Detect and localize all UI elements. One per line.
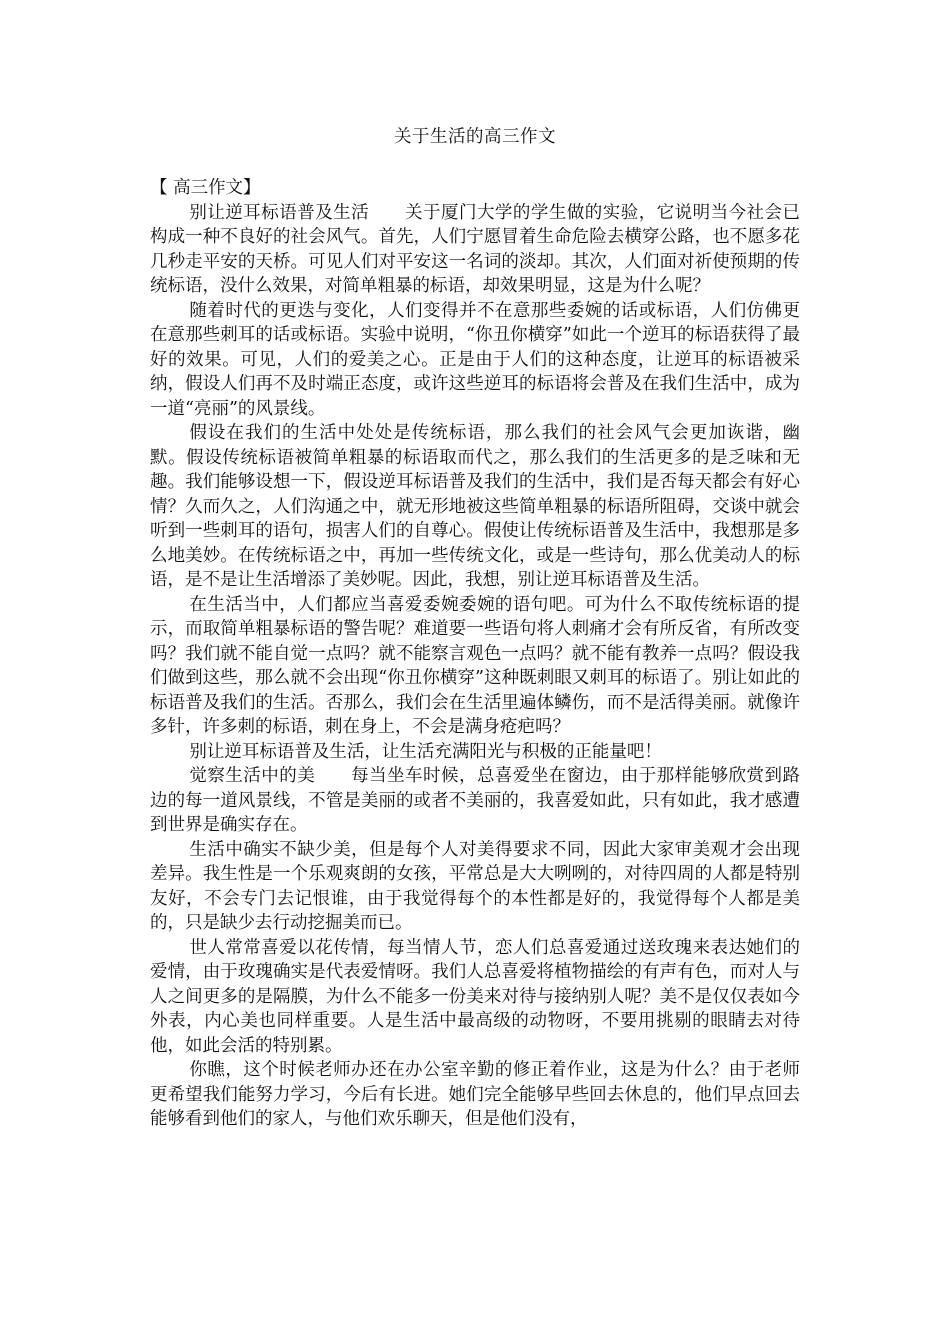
paragraph: 随着时代的更迭与变化，人们变得并不在意那些委婉的话或标语，人们仿佛更在意那些刺耳的话或标语。实验中说明，“你丑你横穿”如此一个逆耳的标语获得了最好的效果。可见，人们的爱美之心。正是由于人们的这种态度，让逆耳的标语被采纳，假设人们再不及时端正态度，或许这些逆耳的标语将会普及在我们生活中，成为一道“亮丽”的风景线。 <box>150 300 800 419</box>
paragraph: 生活中确实不缺少美，但是每个人对美得要求不同，因此大家审美观才会出现差异。我生性是一个乐观爽朗的女孩，平常总是大大咧咧的，对待四周的人都是特别友好，不会专门去记恨谁，由于我觉得每个的本性都是好的，我觉得每个人都是美的，只是缺少去行动挖掘美而已。 <box>150 839 800 933</box>
paragraph: 你瞧，这个时候老师办还在办公室辛勤的修正着作业，这是为什么？由于老师更希望我们能努力学习，今后有长进。她们完全能够早些回去休息的，他们早点回去能够看到他们的家人，与他们欢乐聊天，但是他们没有， <box>150 1060 800 1129</box>
document-body <box>150 176 800 1132</box>
paragraph: 别让逆耳标语普及生活，让生活充满阳光与积极的正能量吧！ <box>189 741 662 762</box>
document-title: 关于生活的高三作文 <box>394 127 556 147</box>
paragraph: 假设在我们的生活中处处是传统标语，那么我们的社会风气会更加诙谐，幽默。假设传统标语被简单粗暴的标语取而代之，那么我们的生活更多的是乏味和无趣。我们能够设想一下，假设逆耳标语普及我们的生活中，我们是否每天都会有好心情？久而久之，人们沟通之中，就无形地被这些简单粗暴的标语所阻碍，交谈中就会听到一些刺耳的语句，损害人们的自尊心。假使让传统标语普及生活中，我想那是多么地美妙。在传统标语之中，再加一些传统文化，或是一些诗句，那么优美动人的标语，是不是让生活增添了美妙呢。因此，我想，别让逆耳标语普及生活。 <box>150 423 800 590</box>
paragraph: 觉察生活中的美 每当坐车时候，总喜爱坐在窗边，由于那样能够欣赏到路边的每一道风景线，不管是美丽的或者不美丽的，我喜爱如此，只有如此，我才感遭到世界是确实存在。 <box>150 766 800 835</box>
paragraph: 世人常常喜爱以花传情，每当情人节，恋人们总喜爱通过送玫瑰来表达她们的爱情，由于玫瑰确实是代表爱情呀。我们人总喜爱将植物描绘的有声有色，而对人与人之间更多的是隔膜，为什么不能多一份美来对待与接纳别人呢？美不是仅仅表如今外表，内心美也同样重要。人是生活中最高级的动物呀，不要用挑剔的眼睛去对待他，如此会活的特别累。 <box>150 937 800 1056</box>
paragraph: 在生活当中，人们都应当喜爱委婉委婉的语句吧。可为什么不取传统标语的提示，而取简单粗暴标语的警告呢？难道要一些语句将人刺痛才会有所反省，有所改变吗？我们就不能自觉一点吗？就不能察言观色一点吗？就不能有教养一点吗？假设我们做到这些，那么就不会出现“你丑你横穿”这种既刺眼又刺耳的标语了。别让如此的标语普及我们的生活。否那么，我们会在生活里遍体鳞伤，而不是活得美丽。就像许多针，许多刺的标语，刺在身上，不会是满身疮疤吗？ <box>150 594 800 737</box>
paragraph: 别让逆耳标语普及生活 关于厦门大学的学生做的实验，它说明当今社会已构成一种不良好的社会风气。首先，人们宁愿冒着生命危险去横穿公路，也不愿多花几秒走平安的天桥。可见人们对平安这一名词的淡却。其次，人们面对祈使预期的传统标语，没什么效果，对简单粗暴的标语，却效果明显，这是为什么呢？ <box>150 202 800 296</box>
category-label: 【 高三作文】 <box>150 178 261 198</box>
